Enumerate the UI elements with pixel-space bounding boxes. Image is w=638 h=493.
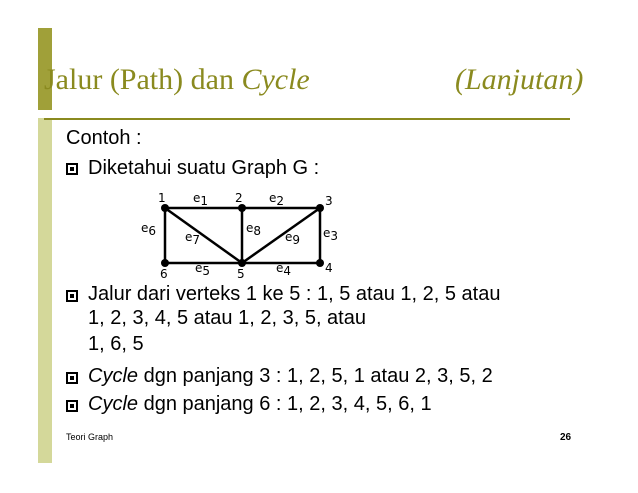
- edge-label-e5: e5: [195, 261, 211, 278]
- edge-e7: [165, 208, 242, 263]
- cycle-length-3: Cycle dgn panjang 3 : 1, 2, 5, 1 atau 2, 3, 5, 2: [88, 365, 493, 387]
- vertex-label-1: 1: [158, 191, 166, 205]
- vertex-label-2: 2: [235, 191, 243, 205]
- edge-label-e7: e7: [185, 230, 201, 247]
- bullet-icon: [66, 400, 78, 412]
- vertex-4: [316, 259, 324, 267]
- bullet-icon: [66, 290, 78, 302]
- vertex-5: [238, 259, 246, 267]
- edge-label-e8: e8: [246, 221, 262, 238]
- vertex-6: [161, 259, 169, 267]
- edge-label-e9: e9: [285, 230, 301, 247]
- path-line-2: 1, 2, 3, 4, 5 atau 1, 2, 3, 5, atau: [88, 307, 366, 329]
- vertex-label-4: 4: [325, 261, 333, 275]
- vertex-label-5: 5: [237, 267, 245, 281]
- vertex-2: [238, 204, 246, 212]
- bullet-icon: [66, 372, 78, 384]
- edge-label-e4: e4: [276, 261, 292, 278]
- page-number: 26: [560, 432, 572, 443]
- edge-label-e6: e6: [141, 221, 157, 238]
- footer-text: Teori Graph: [66, 432, 114, 442]
- slide-title-right: (Lanjutan): [455, 63, 584, 96]
- edge-label-e1: e1: [193, 191, 209, 208]
- edge-label-e2: e2: [269, 191, 285, 208]
- vertex-label-6: 6: [160, 267, 168, 281]
- cycle-length-6: Cycle dgn panjang 6 : 1, 2, 3, 4, 5, 6, 1: [88, 393, 432, 415]
- bullet-graph-intro: Diketahui suatu Graph G :: [88, 157, 320, 179]
- path-line-3: 1, 6, 5: [88, 333, 144, 355]
- vertex-1: [161, 204, 169, 212]
- vertex-3: [316, 204, 324, 212]
- vertex-label-3: 3: [325, 194, 333, 208]
- contoh-label: Contoh :: [66, 127, 142, 149]
- path-line-1: Jalur dari verteks 1 ke 5 : 1, 5 atau 1, 2, 5 atau: [88, 283, 501, 305]
- edge-label-e3: e3: [323, 226, 339, 243]
- slide-title: Jalur (Path) dan Cycle: [44, 63, 310, 96]
